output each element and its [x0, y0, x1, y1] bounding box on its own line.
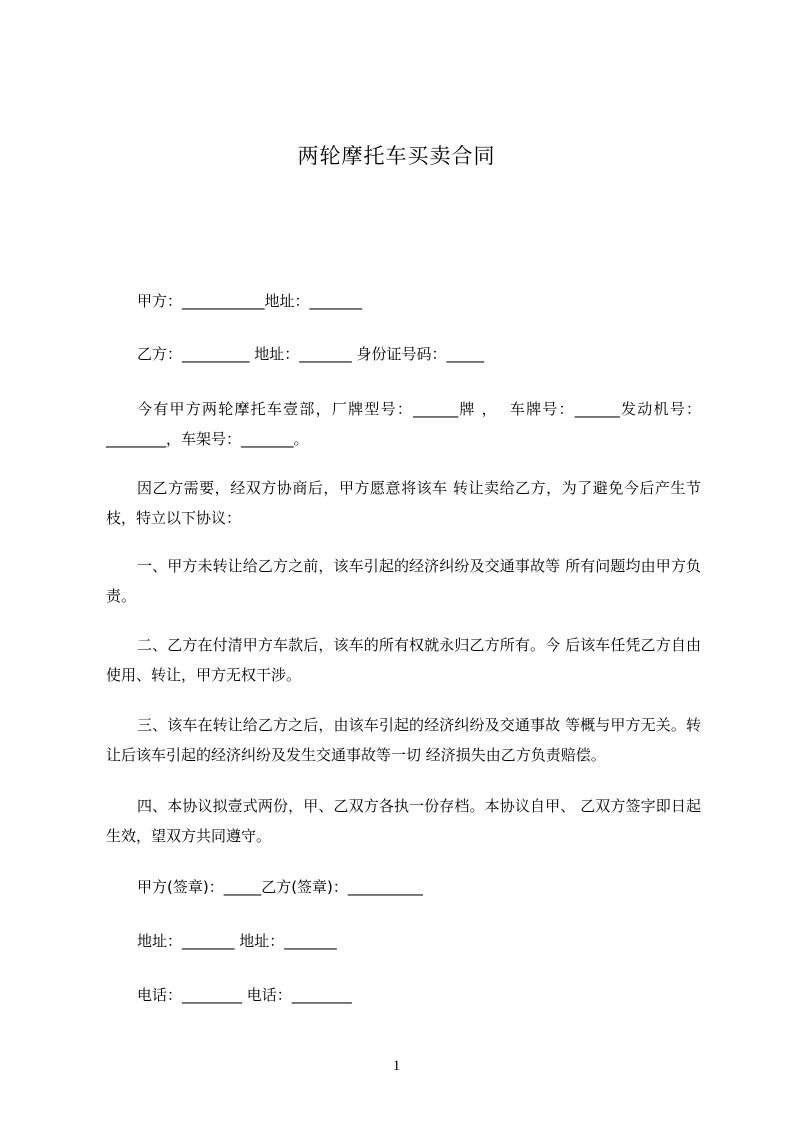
document-title: 两轮摩托车买卖合同 [297, 144, 496, 168]
clause-3-paragraph: 三、该车在转让给乙方之后，由该车引起的经济纠纷及交通事故 等概与甲方无关。转让后该车引起的经济纠纷及发生交通事故等一切 经济损失由乙方负责赔偿。 [106, 716, 701, 764]
clause-2-paragraph: 二、乙方在付清甲方车款后，该车的所有权就永归乙方所有。今 后该车任凭乙方自由使用、转让，甲方无权干涉。 [106, 636, 701, 684]
vehicle-info-paragraph: 今有甲方两轮摩托车壹部，厂牌型号：______牌 ， 车牌号：______发动机号：________，车架号：_______。 [106, 400, 701, 448]
party-b-line: 乙方：_________ 地址：_______ 身份证号码：_____ [137, 345, 485, 363]
party-a-line: 甲方：___________地址：_______ [137, 292, 363, 310]
signature-line: 甲方(签章)：_____乙方(签章)：__________ [137, 878, 423, 896]
clause-4-paragraph: 四、本协议拟壹式两份，甲、乙双方各执一份存档。本协议自甲、 乙双方签字即日起生效，望双方共同遵守。 [106, 797, 701, 845]
phone-line: 电话：________ 电话：________ [137, 986, 352, 1004]
intro-paragraph: 因乙方需要，经双方协商后，甲方愿意将该车 转让卖给乙方，为了避免今后产生节枝，特立以下协议： [106, 479, 701, 527]
address-line: 地址：_______ 地址：_______ [137, 932, 337, 950]
page-number: 1 [392, 1058, 401, 1074]
clause-1-paragraph: 一、甲方未转让给乙方之前，该车引起的经济纠纷及交通事故等 所有问题均由甲方负责。 [106, 557, 701, 605]
